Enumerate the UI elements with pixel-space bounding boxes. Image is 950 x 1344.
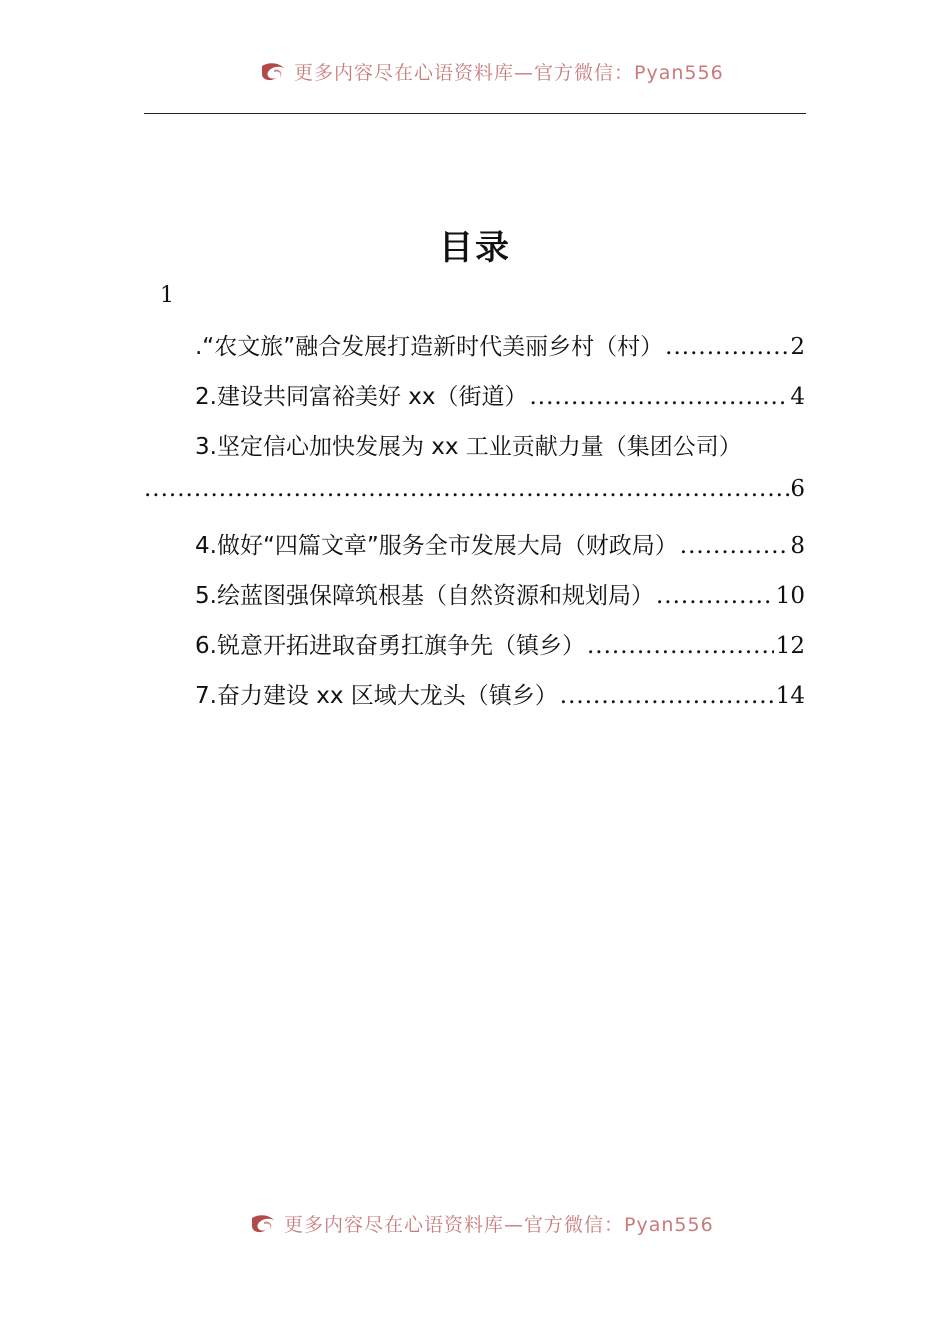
header-banner-content bbox=[258, 58, 724, 85]
toc-entry-label: 5.绘蓝图强保障筑根基（自然资源和规划局） bbox=[195, 583, 654, 609]
footer-banner bbox=[0, 1204, 950, 1238]
toc-entry-page: 12 bbox=[775, 633, 805, 659]
toc-entry-page: 14 bbox=[775, 683, 805, 709]
toc-entry-leader bbox=[665, 334, 788, 360]
toc-entry-label: 4.做好“四篇文章”服务全市发展大局（财政局） bbox=[195, 533, 678, 559]
toc-entry-leader bbox=[529, 384, 788, 410]
toc-entry-page: 6 bbox=[790, 476, 805, 502]
toc-entry-label: 6.锐意开拓进取奋勇扛旗争先（镇乡） bbox=[195, 633, 585, 659]
toc-entry-page: 8 bbox=[790, 533, 805, 559]
stray-number: 1 bbox=[160, 283, 174, 308]
toc-entry-continuation[interactable] bbox=[144, 476, 805, 510]
toc-entry[interactable] bbox=[195, 428, 805, 461]
header-banner bbox=[0, 52, 950, 86]
toc-entry[interactable] bbox=[195, 527, 805, 561]
toc-entry[interactable] bbox=[195, 677, 805, 711]
toc-entry-label: 7.奋力建设 xx 区域大龙头（镇乡） bbox=[195, 683, 558, 709]
toc-entry-leader bbox=[587, 633, 774, 659]
toc-entry-leader bbox=[656, 583, 774, 609]
toc-entry-page: 4 bbox=[790, 384, 805, 410]
brand-logo-icon bbox=[248, 1212, 278, 1236]
toc-entry-leader bbox=[144, 476, 790, 502]
toc-entry-page: 2 bbox=[790, 334, 805, 360]
toc-entry-leader bbox=[680, 533, 789, 559]
toc-entry-leader bbox=[560, 683, 774, 709]
page-title: 目录 bbox=[439, 228, 511, 268]
toc-entry-label: 3.坚定信心加快发展为 xx 工业贡献力量（集团公司） bbox=[195, 434, 742, 460]
toc-entry-label: .“农文旅”融合发展打造新时代美丽乡村（村） bbox=[195, 334, 664, 360]
header-banner-text: 更多内容尽在心语资料库—官方微信：Pyan556 bbox=[294, 62, 724, 84]
toc-entry-label: 2.建设共同富裕美好 xx（街道） bbox=[195, 384, 528, 410]
footer-banner-text: 更多内容尽在心语资料库—官方微信：Pyan556 bbox=[284, 1214, 714, 1236]
footer-banner-content bbox=[248, 1210, 714, 1237]
toc-entry[interactable] bbox=[195, 378, 805, 412]
toc-entry-page: 10 bbox=[775, 583, 805, 609]
header-rule bbox=[144, 113, 806, 114]
brand-logo-icon bbox=[258, 60, 288, 84]
toc-entry[interactable] bbox=[195, 328, 805, 362]
toc-entry[interactable] bbox=[195, 627, 805, 661]
toc-entry[interactable] bbox=[195, 577, 805, 611]
